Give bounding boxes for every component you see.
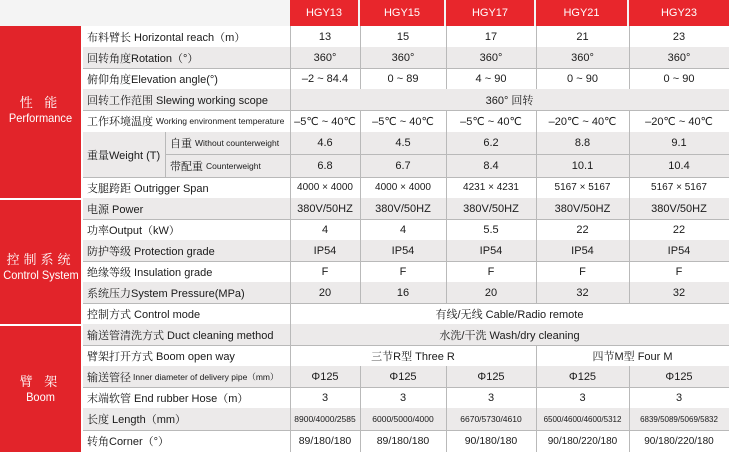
row-label: 长度 Length（mm） [87, 414, 187, 426]
row-duct-cleaning [83, 324, 729, 346]
value-cell: Φ125 [477, 370, 505, 383]
value-cell: 21 [576, 30, 589, 43]
row-label-en: Counterweight [206, 161, 261, 171]
value-cell: 水洗/干洗 Wash/dry cleaning [439, 329, 580, 342]
row-output [83, 219, 729, 241]
row-control-mode [83, 303, 729, 325]
row-corner [83, 430, 729, 452]
section-boom-cn: 臂 架 [19, 374, 62, 389]
value-cell: 0 ~ 90 [567, 72, 598, 85]
value-cell: F [675, 265, 683, 278]
value-cell: 0 ~ 90 [663, 72, 695, 85]
value-cell: 20 [318, 286, 332, 299]
value-cell: 10.1 [571, 160, 594, 172]
value-cell: –2 ~ 84.4 [301, 72, 349, 85]
value-cell: 8.8 [574, 137, 591, 149]
value-cell: 4000 × 4000 [297, 182, 353, 193]
row-label [166, 155, 290, 177]
row-label-en: Without counterweight [195, 138, 280, 148]
value-cell: 4000 × 4000 [375, 182, 431, 193]
value-cell: 23 [672, 30, 686, 43]
value-cell: 6000/5000/4000 [372, 414, 434, 424]
value-cell: –20℃ ~ 40℃ [548, 115, 617, 128]
value-cell: 4 ~ 90 [475, 72, 507, 85]
value-cell: 6.7 [395, 160, 411, 172]
model-header: HGY21 [536, 0, 627, 26]
value-cell: 89/180/180 [298, 435, 352, 447]
row-weight [83, 132, 729, 178]
value-cell: Φ125 [389, 370, 417, 383]
header-bar [0, 0, 729, 26]
section-boom [0, 326, 81, 452]
model-header: HGY23 [629, 0, 729, 26]
row-label: 重量Weight (T) [87, 149, 161, 162]
row-label: 转角Corner（°） [87, 436, 170, 448]
row-slewing-scope [83, 89, 729, 111]
row-label: 功率Output（kW） [87, 224, 180, 237]
value-cell: 3 [675, 391, 683, 404]
value-cell: 360° [313, 51, 337, 64]
value-cell: 3 [321, 391, 329, 404]
row-label: 布料臂长 Horizontal reach（m） [87, 31, 246, 44]
row-weight-with [166, 155, 729, 177]
value-cell: 6500/4600/4600/5312 [543, 414, 622, 424]
value-cell: 3 [399, 391, 407, 404]
value-cell: 360° 回转 [485, 94, 534, 107]
value-cell: 3 [487, 391, 495, 404]
row-label [166, 132, 290, 154]
value-cell: 380V/50HZ [463, 202, 519, 215]
value-cell: 20 [484, 286, 498, 299]
value-cell: IP54 [313, 244, 337, 257]
model-header: HGY13 [290, 0, 358, 26]
value-cell: 360° [391, 51, 415, 64]
section-performance-cn: 性 能 [19, 95, 62, 110]
row-label [83, 366, 290, 387]
value-cell: 4 [399, 223, 407, 236]
value-cell: 13 [318, 30, 332, 43]
section-performance [0, 26, 81, 198]
row-boom-open-way [83, 345, 729, 367]
value-cell: 4.6 [317, 137, 333, 149]
value-cell: 8900/4000/2585 [294, 414, 356, 424]
section-control-cn: 控制系统 [6, 252, 75, 267]
value-cell: 16 [396, 286, 410, 299]
section-boom-en: Boom [26, 390, 55, 404]
value-cell: 4231 × 4231 [463, 182, 519, 193]
value-cell: F [579, 265, 586, 278]
value-cell: F [321, 265, 329, 278]
row-label [83, 110, 290, 132]
value-cell: 10.4 [668, 160, 690, 172]
model-header: HGY15 [360, 0, 444, 26]
row-label: 防护等级 Protection grade [87, 245, 215, 258]
value-cell: 380V/50HZ [554, 202, 611, 215]
value-cell: 6.8 [317, 160, 333, 172]
value-cell: –5℃ ~ 40℃ [372, 115, 434, 128]
value-cell: 380V/50HZ [297, 202, 353, 215]
value-cell: 8.4 [483, 160, 499, 172]
row-label: 末端软管 End rubber Hose（m） [87, 392, 249, 405]
value-cell: 9.1 [671, 137, 687, 149]
value-cell: IP54 [667, 244, 691, 257]
value-cell: 6670/5730/4610 [460, 414, 522, 424]
row-power [83, 198, 729, 220]
spec-table [83, 26, 729, 452]
section-performance-en: Performance [8, 111, 73, 125]
section-control [0, 200, 81, 324]
row-delivery-pipe [83, 366, 729, 388]
row-label: 控制方式 Control mode [87, 308, 201, 321]
row-protection-grade [83, 240, 729, 262]
value-cell: Φ125 [568, 370, 597, 383]
row-label-en: Working environment temperature [156, 116, 285, 126]
row-label: 臂架打开方式 Boom open way [87, 350, 235, 363]
value-cell: 22 [576, 223, 589, 236]
value-cell: 0 ~ 89 [387, 72, 419, 85]
model-header: HGY17 [446, 0, 534, 26]
row-label: 支腿跨距 Outrigger Span [87, 182, 209, 195]
row-weight-without [166, 132, 729, 155]
value-cell: 90/180/220/180 [644, 435, 714, 447]
value-cell: 360° [571, 51, 594, 64]
value-cell: –5℃ ~ 40℃ [460, 115, 522, 128]
value-cell: 380V/50HZ [375, 202, 431, 215]
row-rotation [83, 47, 729, 69]
value-cell: 90/180/180 [464, 435, 518, 447]
value-cell: 15 [396, 30, 410, 43]
value-cell: 3 [579, 391, 586, 404]
value-cell: 17 [484, 30, 498, 43]
value-cell: 360° [479, 51, 503, 64]
value-cell: IP54 [479, 244, 503, 257]
value-cell: 32 [576, 286, 589, 299]
value-cell: 6.2 [483, 137, 499, 149]
row-label: 回转角度Rotation（°） [87, 52, 199, 65]
value-cell: 90/180/220/180 [547, 435, 618, 447]
value-cell: 有线/无线 Cable/Radio remote [435, 308, 584, 321]
value-cell: IP54 [571, 244, 594, 257]
row-label: 俯仰角度Elevation angle(°) [87, 73, 218, 86]
value-cell: 5.5 [483, 223, 499, 236]
value-cell: 四节M型 Four M [592, 350, 673, 363]
value-cell: 5167 × 5167 [554, 182, 611, 193]
value-cell: 22 [672, 223, 686, 236]
row-label: 电源 Power [87, 203, 144, 216]
value-cell: 4.5 [395, 137, 411, 149]
value-cell: F [487, 265, 495, 278]
row-label: 系统压力System Pressure(MPa) [87, 287, 245, 300]
row-label-en: Inner diameter of delivery pipe（mm） [133, 371, 279, 382]
row-label-cn: 带配重 [170, 161, 203, 173]
value-cell: Φ125 [311, 370, 339, 383]
value-cell: 380V/50HZ [651, 202, 707, 215]
row-label: 输送管清洗方式 Duct cleaning method [87, 329, 274, 342]
value-cell: –20℃ ~ 40℃ [645, 115, 713, 128]
value-cell: 360° [667, 51, 691, 64]
value-cell: 三节R型 Three R [371, 350, 455, 363]
row-insulation-grade [83, 261, 729, 283]
value-cell: 6839/5089/5069/5832 [640, 414, 718, 424]
row-end-hose [83, 387, 729, 409]
row-environment-temperature [83, 110, 729, 133]
row-label-cn: 工作环境温度 [87, 116, 153, 128]
row-horizontal-reach [83, 26, 729, 48]
value-cell: –5℃ ~ 40℃ [294, 115, 356, 128]
value-cell: Φ125 [665, 370, 693, 383]
row-label: 绝缘等级 Insulation grade [87, 266, 213, 279]
value-cell: 89/180/180 [376, 435, 430, 447]
row-length [83, 408, 729, 431]
row-label-cn: 输送管径 [87, 371, 131, 384]
value-cell: F [399, 265, 407, 278]
value-cell: IP54 [391, 244, 415, 257]
section-control-en: Control System [3, 268, 79, 282]
row-label: 回转工作范围 Slewing working scope [87, 94, 268, 107]
value-cell: 4 [321, 223, 329, 236]
row-label-cn: 自重 [170, 138, 192, 150]
row-system-pressure [83, 282, 729, 304]
value-cell: 5167 × 5167 [651, 182, 707, 193]
value-cell: 32 [672, 286, 686, 299]
row-outrigger-span [83, 177, 729, 199]
row-elevation-angle [83, 68, 729, 90]
